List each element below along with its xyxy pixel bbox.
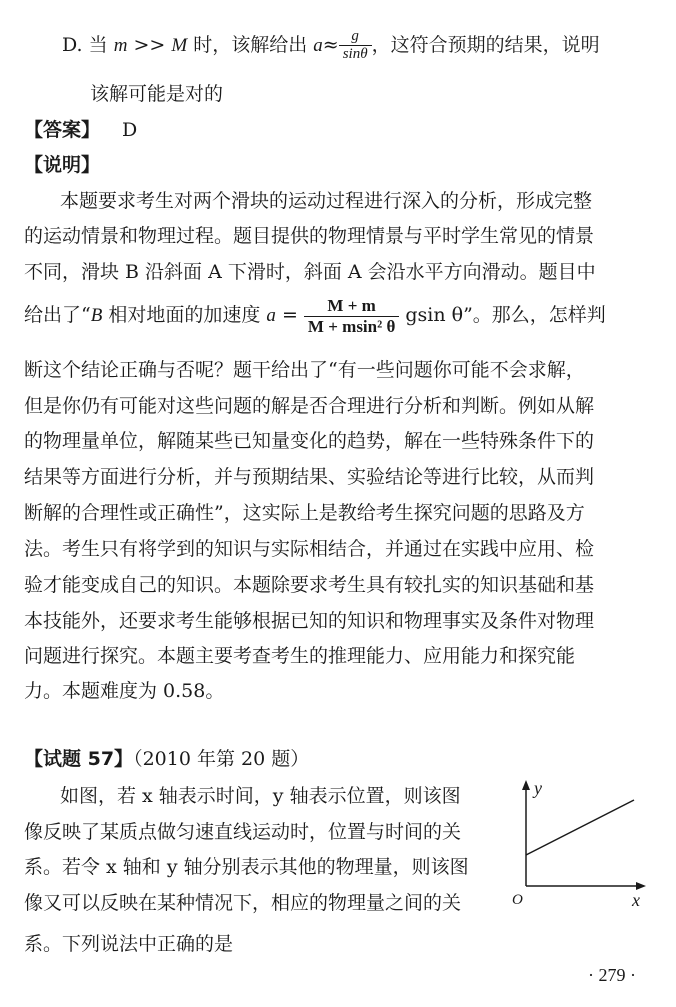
var-m: m <box>113 34 128 56</box>
option-d-line2: 该解可能是对的 <box>90 83 224 105</box>
explanation-line: 力。本题难度为 0.58。 <box>24 680 225 702</box>
var-a: a <box>266 305 276 327</box>
page-number: · 279 · <box>588 965 636 985</box>
fraction-denominator: M + msin² θ <box>307 316 396 336</box>
option-d-mid: 时，该解给出 <box>187 33 314 56</box>
y-axis-label: y <box>534 778 542 798</box>
explanation-line: 结果等方面进行分析，并与预期结果、实验结论等进行比较，从而判 <box>24 466 595 488</box>
question-line: 系。下列说法中正确的是 <box>24 933 234 955</box>
explanation-line: 不同，滑块 B 沿斜面 A 下滑时，斜面 A 会沿水平方向滑动。题目中 <box>24 261 596 283</box>
x-axis-label: x <box>632 890 640 908</box>
acceleration-fraction <box>304 296 399 336</box>
fraction-g-over-sin <box>339 28 372 64</box>
question-line: 如图，若 x 轴表示时间，y 轴表示位置，则该图 <box>60 785 461 807</box>
explanation-line: 的运动情景和物理过程。题目提供的物理情景与平时学生常见的情景 <box>24 225 595 247</box>
formula-mid: 相对地面的加速度 <box>102 304 267 327</box>
fraction-numerator: M + m <box>304 296 399 317</box>
explanation-line: 问题进行探究。本题主要考查考生的推理能力、应用能力和探究能 <box>24 645 576 667</box>
graph-line <box>526 800 634 855</box>
approx-sign: ≈ <box>322 33 339 56</box>
origin-label: O <box>512 892 523 908</box>
x-axis-arrow-icon <box>636 882 646 890</box>
formula-line <box>24 296 606 336</box>
answer-value: D <box>122 119 138 141</box>
var-B: B <box>90 305 103 327</box>
question-line: 系。若令 x 轴和 y 轴分别表示其他的物理量，则该图 <box>24 856 469 878</box>
option-d-suffix: ，这符合预期的结果，说明 <box>371 33 600 56</box>
equals-sign: = <box>275 304 304 327</box>
question-label: 【试题 57】 <box>24 748 134 770</box>
question-line: 像又可以反映在某种情况下，相应的物理量之间的关 <box>24 892 462 914</box>
var-M: M <box>171 34 188 56</box>
explanation-line: 本题要求考生对两个滑块的运动过程进行深入的分析，形成完整 <box>60 190 593 212</box>
answer-line <box>24 116 137 145</box>
explanation-line: 断解的合理性或正确性”，这实际上是教给考生探究问题的思路及方 <box>24 502 585 524</box>
question-header <box>24 745 309 774</box>
explanation-label: 【说明】 <box>24 154 101 176</box>
option-d-prefix: D. 当 <box>62 33 114 56</box>
explanation-line: 的物理量单位，解随某些已知量变化的趋势，解在一些特殊条件下的 <box>24 430 595 452</box>
position-time-graph <box>512 778 652 908</box>
much-greater-sign: >> <box>127 33 172 56</box>
explanation-line: 断这个结论正确与否呢？题干给出了“有一些问题你可能不会求解， <box>24 359 585 381</box>
fraction-denominator: sinθ <box>342 46 368 63</box>
y-axis-arrow-icon <box>522 780 530 790</box>
explanation-line: 本技能外，还要求考生能够根据已知的知识和物理事实及条件对物理 <box>24 610 595 632</box>
question-line: 像反映了某质点做匀速直线运动时，位置与时间的关 <box>24 821 462 843</box>
explanation-line: 但是你仍有可能对这些问题的解是否合理进行分析和判断。例如从解 <box>24 395 595 417</box>
var-a: a <box>313 34 323 56</box>
fraction-numerator: g <box>339 28 372 46</box>
formula-tail: gsin θ”。那么，怎样判 <box>399 304 606 327</box>
question-source: （2010 年第 20 题） <box>133 748 310 770</box>
explanation-line: 法。考生只有将学到的知识与实际相结合，并通过在实践中应用、检 <box>24 538 595 560</box>
explanation-line: 验才能变成自己的知识。本题除要求考生具有较扎实的知识基础和基 <box>24 574 595 596</box>
answer-label: 【答案】 <box>24 119 101 141</box>
formula-prefix: 给出了“ <box>24 304 91 327</box>
option-d <box>62 28 600 64</box>
